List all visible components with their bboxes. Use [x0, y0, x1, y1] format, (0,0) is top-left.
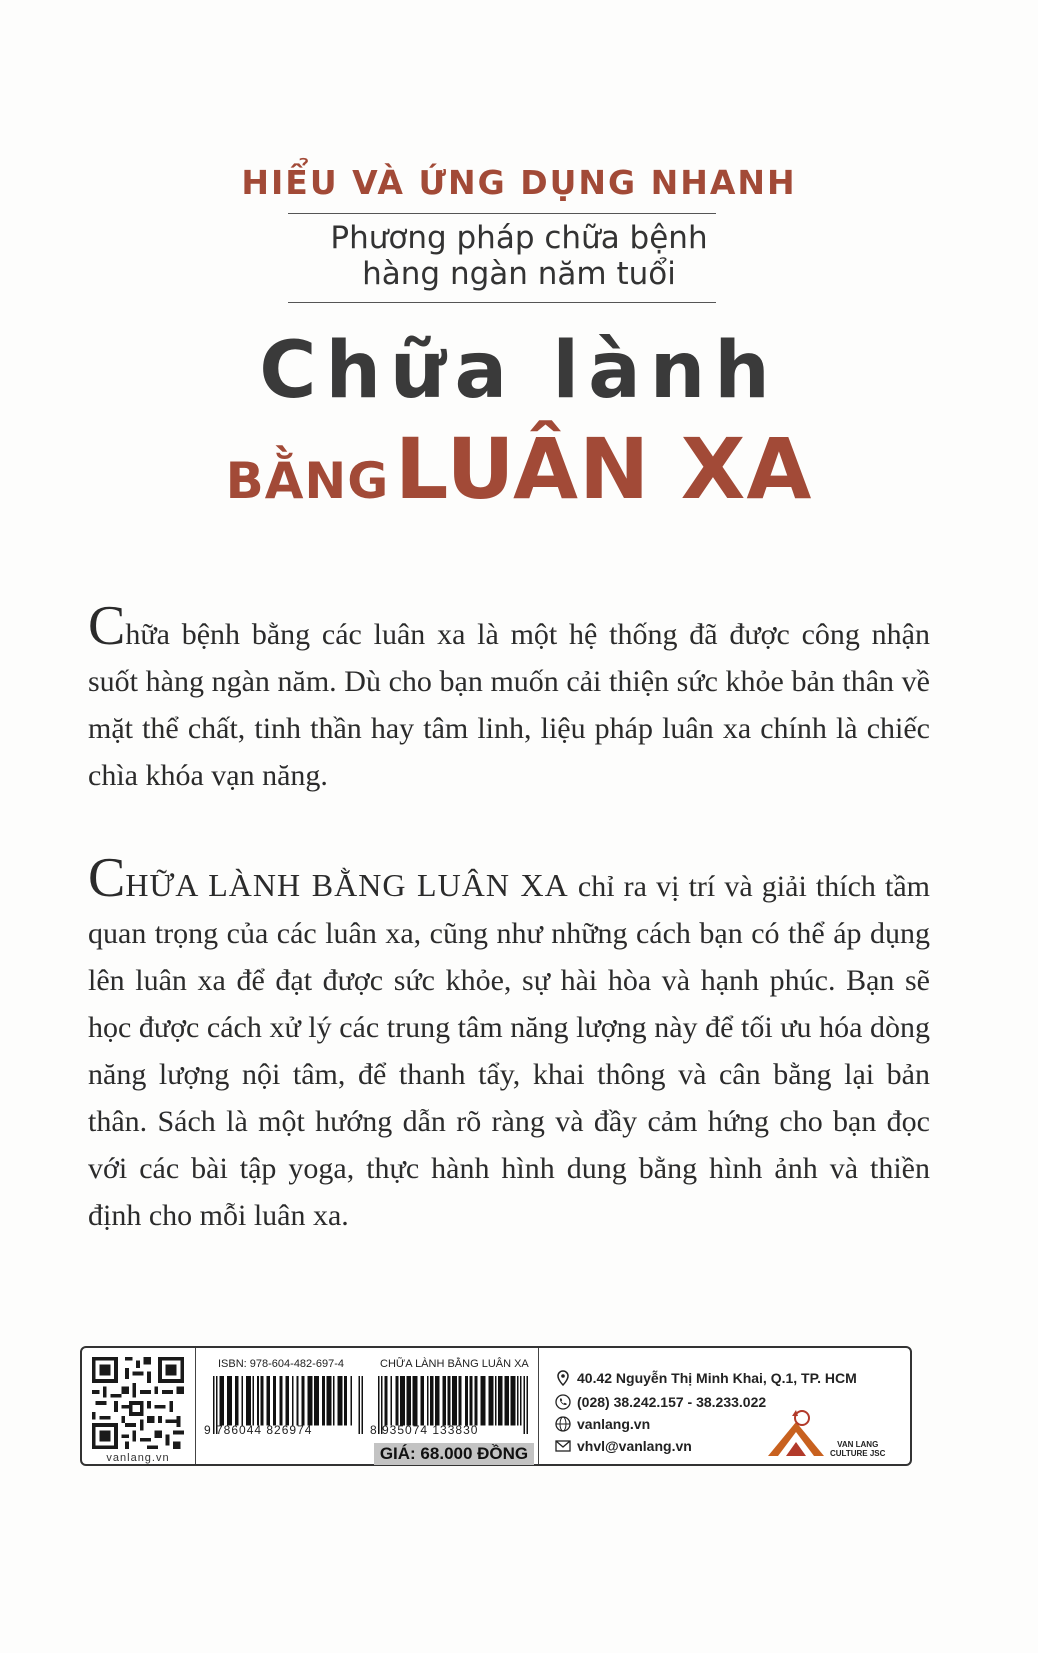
book-title-main: LUÂN XA	[394, 420, 813, 518]
publisher-name	[830, 1440, 885, 1458]
qr-code	[92, 1357, 184, 1449]
publisher-name-line-1: VAN LANG	[837, 1440, 879, 1449]
book-title-line-1: Chữa lành	[259, 326, 779, 416]
dropcap: C	[88, 847, 126, 909]
envelope-icon	[555, 1438, 571, 1454]
subtitle-line-2: hàng ngàn năm tuổi	[362, 256, 676, 292]
paragraph-text: chỉ ra vị trí và giải thích tầm quan trọng của các luân xa, cũng như những cách bạn có thể áp dụng lên luân xa để đạt được sức khỏe, sự hài hòa và hạnh phúc. Bạn sẽ học được cách xử lý các trung tâm năng lượng này để tối ưu hóa dòng năng lượng nội tâm, để thanh tẩy, khai thông và cân bằng lại bản thân. Sách là một hướng dẫn rõ ràng và đầy cảm hứng cho bạn đọc với các bài tập yoga, thực hành hình dung bằng hình ảnh và thiền định cho mỗi luân xa.	[88, 870, 930, 1232]
contact-website[interactable]	[555, 1416, 650, 1432]
phone-text: (028) 38.242.157 - 38.233.022	[577, 1394, 767, 1410]
qr-caption: vanlang.vn	[106, 1452, 170, 1464]
paragraph-text: hữa bệnh bằng các luân xa là một hệ thống đã được công nhận suốt hàng ngàn năm. Dù cho bạn muốn cải thiện sức khỏe bản thân về mặt thể chất, tinh thần hay tâm linh, liệu pháp luân xa chính là chiếc chìa khóa vạn năng.	[88, 618, 930, 792]
phone-icon	[555, 1394, 571, 1410]
isbn-barcode-number: 9 786044 826974	[204, 1423, 313, 1437]
website-text[interactable]: vanlang.vn	[577, 1416, 651, 1432]
ean-barcode-number: 8 935074 133830	[370, 1423, 479, 1437]
isbn-label: ISBN: 978-604-482-697-4	[218, 1358, 344, 1370]
divider-top	[288, 213, 716, 214]
book-title-inline: HỮA LÀNH BẰNG LUÂN XA	[125, 867, 569, 903]
divider-bottom	[288, 302, 716, 303]
globe-icon	[555, 1416, 571, 1432]
contact-address	[555, 1370, 857, 1386]
publisher-logo-icon	[766, 1408, 826, 1458]
book-title-line-2	[0, 420, 1038, 518]
contact-phone	[555, 1394, 766, 1410]
barcode-title-label: CHỮA LÀNH BẰNG LUÂN XA	[380, 1358, 529, 1370]
dropcap: C	[88, 595, 126, 657]
blurb-paragraph-1	[88, 595, 930, 799]
publisher-name-line-2: CULTURE JSC	[830, 1449, 886, 1458]
series-title: HIỂU VÀ ỨNG DỤNG NHANH	[241, 163, 797, 202]
contact-email[interactable]	[555, 1438, 692, 1454]
location-pin-icon	[555, 1370, 571, 1386]
address-text: 40.42 Nguyễn Thị Minh Khai, Q.1, TP. HCM	[577, 1370, 857, 1386]
subtitle-line-1: Phương pháp chữa bệnh	[330, 220, 708, 256]
box-divider	[538, 1348, 539, 1464]
book-title-prefix: BẰNG	[225, 452, 390, 510]
box-divider	[195, 1348, 196, 1464]
blurb-paragraph-2	[88, 847, 930, 1239]
email-text[interactable]: vhvl@vanlang.vn	[577, 1438, 692, 1454]
price-tag: GIÁ: 68.000 ĐỒNG	[374, 1443, 534, 1465]
